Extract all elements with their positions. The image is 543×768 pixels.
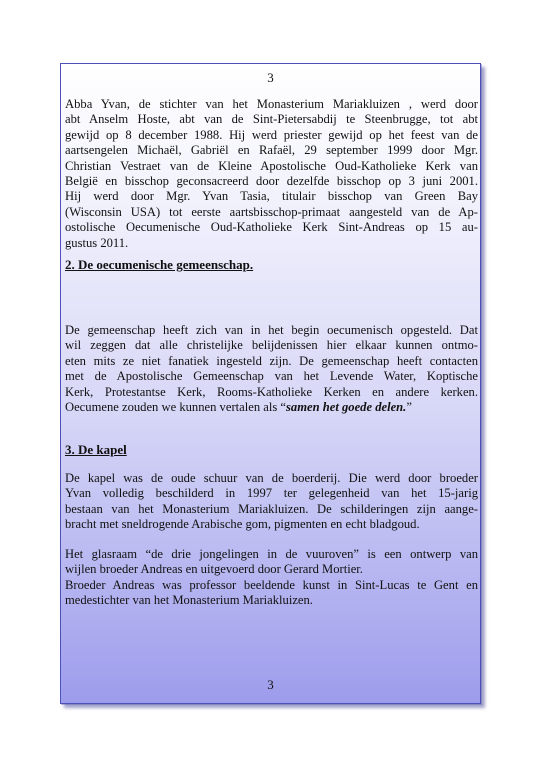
paragraph-line: [65, 400, 478, 415]
paragraph-line: abt Anselm Hoste, abt van de Sint-Pietersabdij te Steenbrugge, tot abt: [65, 112, 478, 127]
kapel-paragraph-2: [65, 547, 478, 609]
paragraph-line: Het glasraam “de drie jongelingen in de vuuroven” is een ontwerp van: [65, 547, 478, 561]
page-number-bottom: 3: [267, 677, 274, 692]
paragraph-line: bestaan van het Monasterium Mariakluizen. De schilderingen zijn aange-: [65, 501, 478, 516]
paragraph-line: Yvan volledig beschilderd in 1997 ter gelegenheid van het 15-jarig: [65, 486, 478, 501]
paragraph-line: wil zeggen dat alle christelijke belijdenissen hier elkaar kunnen ontmo-: [65, 338, 478, 353]
paragraph-line: ostolische Oecumenische Oud-Katholieke Kerk Sint-Andreas op 15 au-: [65, 220, 478, 235]
paragraph-line: wijlen broeder Andreas en uitgevoerd door Gerard Mortier.: [65, 562, 363, 577]
paragraph-line: eten mits ze niet fanatiek ingesteld zijn. De gemeenschap heeft contacten: [65, 353, 478, 368]
document-page: [60, 63, 481, 704]
oecumene-paragraph: [65, 323, 478, 415]
paragraph-line: De gemeenschap heeft zich van in het begin oecumenisch opgesteld. Dat: [65, 323, 478, 337]
emphasized-quote: samen het goede delen.: [286, 400, 407, 415]
paragraph-line: Christian Vestraet van de Kleine Apostolische Oud-Katholieke Kerk van: [65, 158, 478, 173]
paragraph-line: gewijd op 8 december 1988. Hij werd priester gewijd op het feest van de: [65, 127, 478, 142]
quote-lead-text: Oecumene zouden we kunnen vertalen als “: [65, 400, 286, 415]
paragraph-line: medestichter van het Monasterium Mariakluizen.: [65, 593, 313, 608]
section-heading-oecumenische-gemeenschap: 2. De oecumenische gemeenschap.: [65, 257, 254, 272]
kapel-paragraph-1: [65, 471, 478, 533]
paragraph-line: bracht met sneldrogende Arabische gom, pigmenten en echt bladgoud.: [65, 517, 420, 532]
paragraph-line: Kerk, Protestantse Kerk, Rooms-Katholieke Kerken en andere kerken.: [65, 384, 478, 399]
paragraph-line: Hij werd door Mgr. Yvan Tasia, titulair bisschop van Green Bay: [65, 189, 478, 204]
quote-close-mark: ”: [406, 400, 412, 415]
paragraph-line: gustus 2011.: [65, 235, 129, 250]
paragraph-line: De kapel was de oude schuur van de boerderij. Die werd door broeder: [65, 471, 478, 485]
paragraph-line: België en bisschop geconsacreerd door dezelfde bisschop op 3 juni 2001.: [65, 174, 478, 189]
paragraph-line: met de Apostolische Gemeenschap van het Levende Water, Koptische: [65, 369, 478, 384]
paragraph-line: aartsengelen Michaël, Gabriël en Rafaël, 29 september 1999 door Mgr.: [65, 143, 478, 158]
paragraph-line: Abba Yvan, de stichter van het Monasterium Mariakluizen , werd door: [65, 97, 478, 111]
intro-paragraph: [65, 97, 478, 251]
page-number-top: 3: [267, 70, 274, 85]
paragraph-line: (Wisconsin USA) tot eerste aartsbisschop-primaat aangesteld van de Ap-: [65, 204, 478, 219]
paragraph-line: Broeder Andreas was professor beeldende kunst in Sint-Lucas te Gent en: [65, 577, 478, 592]
section-heading-kapel: 3. De kapel: [65, 442, 127, 457]
